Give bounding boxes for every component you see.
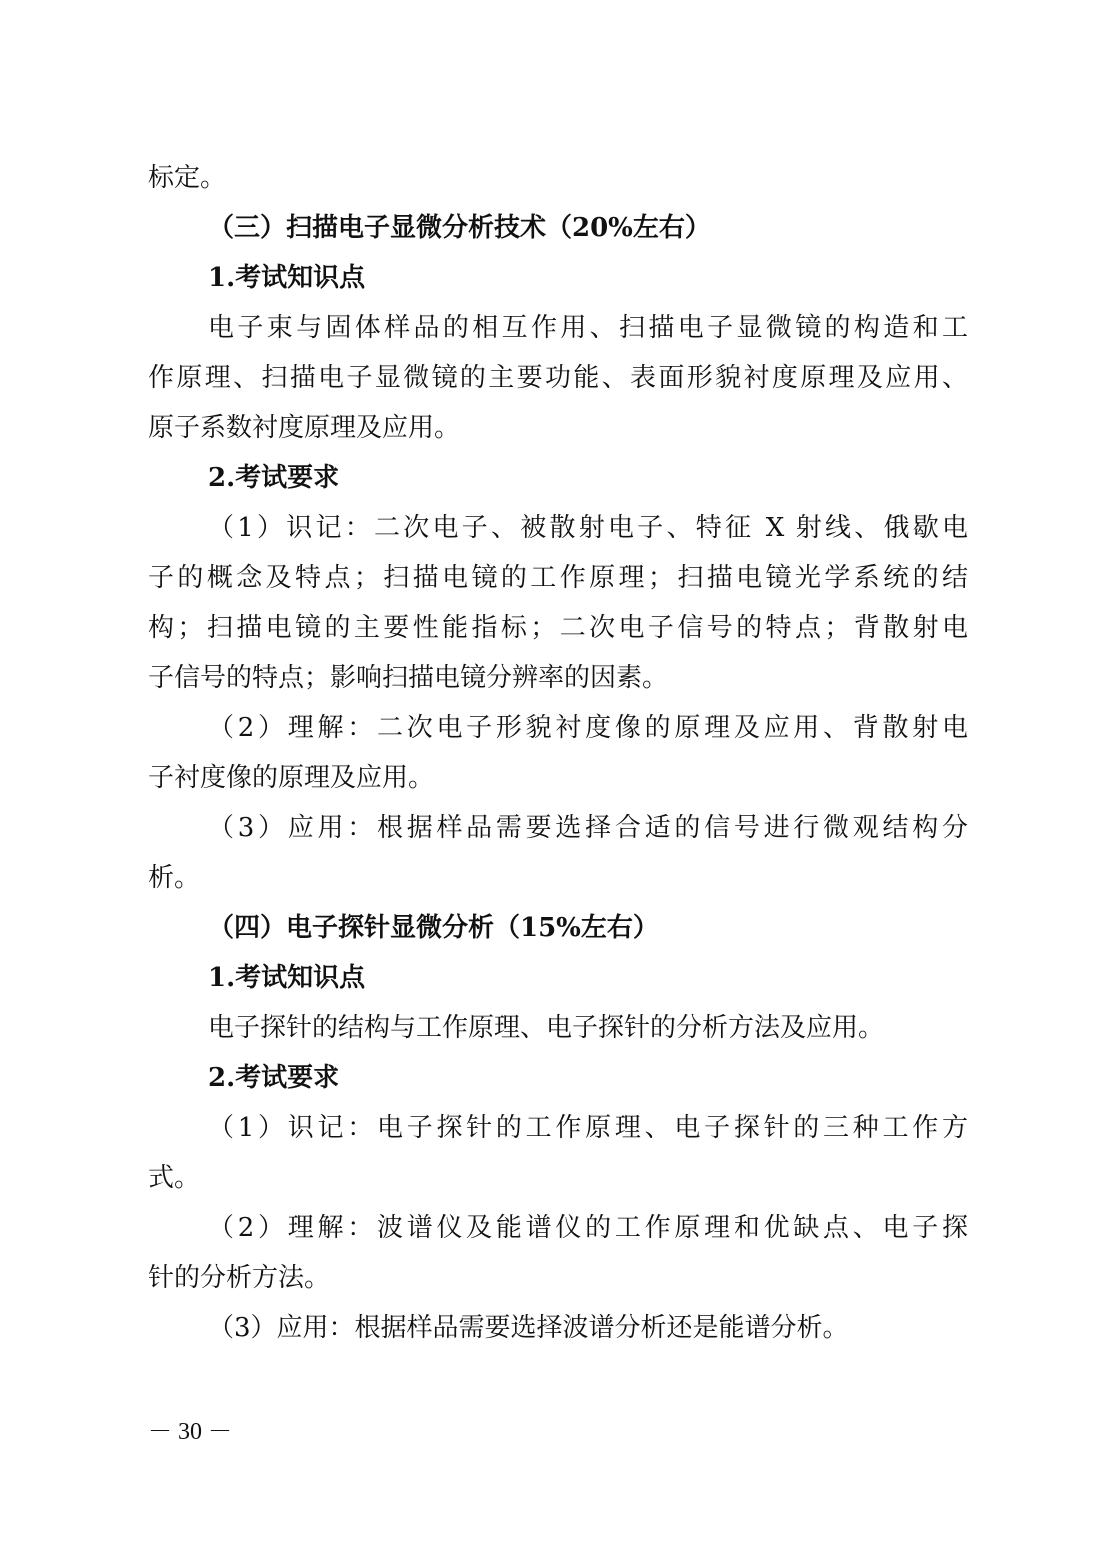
text-line: 式。	[148, 1163, 201, 1193]
text-line: 析。	[148, 863, 201, 893]
text-line: （2）理解：波谱仪及能谱仪的工作原理和优缺点、电子探	[208, 1213, 968, 1243]
subheading-requirements: 2.考试要求	[208, 463, 340, 493]
subheading-knowledge-points: 1.考试知识点	[208, 963, 366, 993]
paragraph-tail: 标定。	[148, 163, 227, 193]
text-line: （3）应用：根据样品需要选择合适的信号进行微观结构分	[208, 813, 968, 843]
text-line: （1）识记：电子探针的工作原理、电子探针的三种工作方	[208, 1113, 968, 1143]
section-heading-epma: （四）电子探针显微分析（15%左右）	[208, 913, 659, 943]
text-line: 原子系数衬度原理及应用。	[148, 413, 461, 443]
subheading-knowledge-points: 1.考试知识点	[208, 263, 366, 293]
text-line: （3）应用：根据样品需要选择波谱分析还是能谱分析。	[208, 1313, 849, 1343]
text-line: 作原理、扫描电子显微镜的主要功能、表面形貌衬度原理及应用、	[148, 363, 968, 393]
section-heading-sem: （三）扫描电子显微分析技术（20%左右）	[208, 213, 711, 243]
page-number: － 30 －	[148, 1419, 232, 1445]
text-line: 针的分析方法。	[148, 1263, 331, 1293]
subheading-requirements: 2.考试要求	[208, 1063, 340, 1093]
text-line: 子信号的特点；影响扫描电镜分辨率的因素。	[148, 663, 669, 693]
text-line: 构；扫描电镜的主要性能指标；二次电子信号的特点；背散射电	[148, 613, 968, 643]
text-line: 子的概念及特点；扫描电镜的工作原理；扫描电镜光学系统的结	[148, 563, 968, 593]
text-line: 电子束与固体样品的相互作用、扫描电子显微镜的构造和工	[208, 313, 968, 343]
text-line: 电子探针的结构与工作原理、电子探针的分析方法及应用。	[208, 1013, 885, 1043]
text-line: （1）识记：二次电子、被散射电子、特征 X 射线、俄歇电	[208, 513, 968, 543]
text-line: （2）理解：二次电子形貌衬度像的原理及应用、背散射电	[208, 713, 968, 743]
text-line: 子衬度像的原理及应用。	[148, 763, 435, 793]
